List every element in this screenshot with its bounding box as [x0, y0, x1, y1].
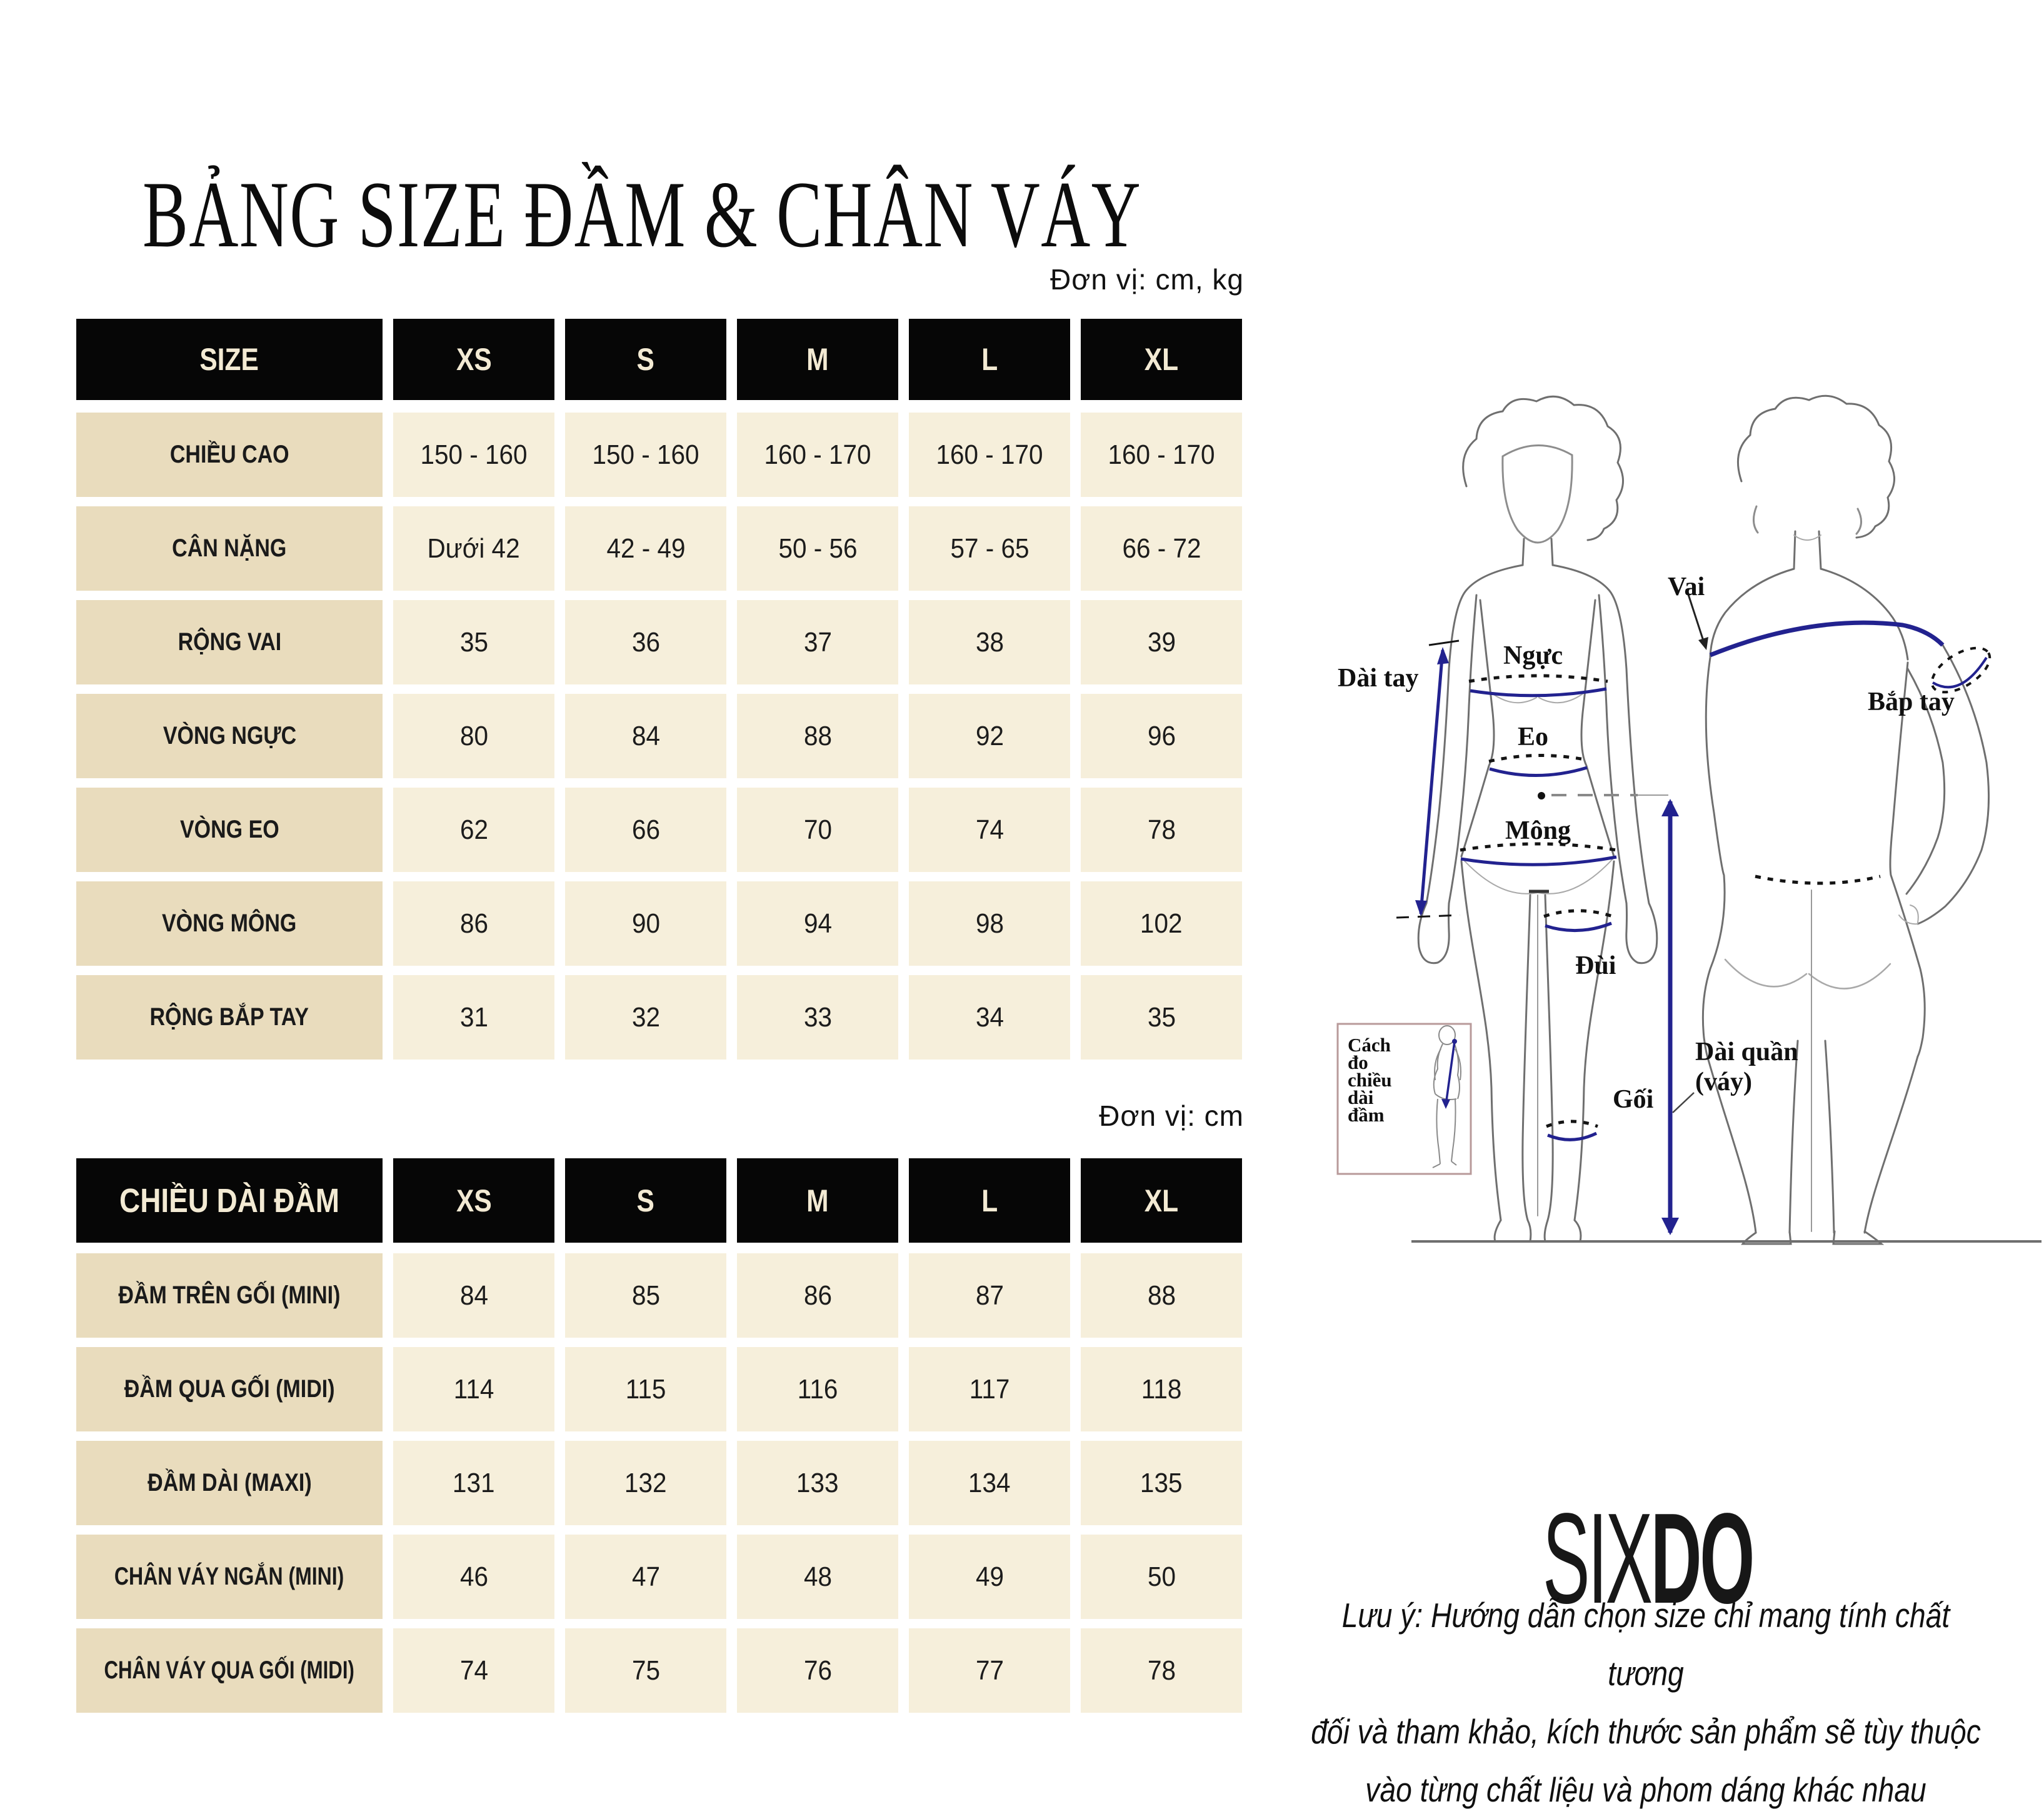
t2-header-l: L	[909, 1158, 1070, 1243]
t1-row-label: VÒNG EO	[76, 788, 383, 872]
box-line: Cách	[1348, 1034, 1391, 1056]
t2-row-label: ĐẦM TRÊN GỐI (MINI)	[76, 1253, 383, 1338]
t1-cell: 66 - 72	[1081, 506, 1242, 591]
t1-cell: 62	[393, 788, 554, 872]
t1-cell: 160 - 170	[1081, 413, 1242, 497]
t2-cell: 74	[393, 1628, 554, 1713]
t2-cell: 49	[909, 1535, 1070, 1619]
size-table-header	[76, 319, 1245, 400]
t2-cell: 116	[737, 1347, 898, 1431]
t2-cell: 88	[1081, 1253, 1242, 1338]
t1-cell: 35	[393, 600, 554, 684]
t2-cell: 78	[1081, 1628, 1242, 1713]
t1-cell: 42 - 49	[565, 506, 726, 591]
t2-cell: 87	[909, 1253, 1070, 1338]
t2-cell: 48	[737, 1535, 898, 1619]
label-dui: Đùi	[1575, 951, 1616, 980]
size-note	[1307, 1586, 1985, 1819]
t1-cell: 50 - 56	[737, 506, 898, 591]
label-dai-quan-1: Dài quần	[1695, 1038, 1798, 1066]
t1-cell: 78	[1081, 788, 1242, 872]
t2-cell: 46	[393, 1535, 554, 1619]
t2-cell: 50	[1081, 1535, 1242, 1619]
t1-header-l: L	[909, 319, 1070, 400]
box-line: dài	[1348, 1086, 1374, 1108]
t2-header-xs: XS	[393, 1158, 554, 1243]
t2-cell: 85	[565, 1253, 726, 1338]
t2-header-xl: XL	[1081, 1158, 1242, 1243]
t2-row-label: ĐẦM DÀI (MAXI)	[76, 1441, 383, 1525]
t1-cell: 70	[737, 788, 898, 872]
t2-cell: 77	[909, 1628, 1070, 1713]
body-measurement-diagram	[1263, 375, 2044, 1506]
t1-row-label: RỘNG BẮP TAY	[76, 975, 383, 1060]
t2-header-s: S	[565, 1158, 726, 1243]
label-nguc: Ngực	[1503, 641, 1563, 670]
note-line: đối và tham khảo, kích thước sản phẩm sẽ tùy thuộc	[1311, 1712, 1981, 1751]
t1-row-label: VÒNG MÔNG	[76, 881, 383, 966]
t1-cell: 150 - 160	[565, 413, 726, 497]
t1-row-label: RỘNG VAI	[76, 600, 383, 684]
label-bap-tay: Bắp tay	[1868, 688, 1955, 716]
t1-header-xl: XL	[1081, 319, 1242, 400]
t1-cell: 94	[737, 881, 898, 966]
t1-cell: 39	[1081, 600, 1242, 684]
t1-cell: 57 - 65	[909, 506, 1070, 591]
label-dai-tay: Dài tay	[1338, 664, 1419, 693]
t2-cell: 114	[393, 1347, 554, 1431]
size-table-body	[76, 413, 1245, 1060]
t1-cell: 96	[1081, 694, 1242, 778]
t2-header-m: M	[737, 1158, 898, 1243]
label-dai-quan-2: (váy)	[1695, 1068, 1752, 1096]
t1-header-s: S	[565, 319, 726, 400]
t1-cell: 160 - 170	[737, 413, 898, 497]
t2-cell: 131	[393, 1441, 554, 1525]
t2-cell: 84	[393, 1253, 554, 1338]
t2-row-label: ĐẦM QUA GỐI (MIDI)	[76, 1347, 383, 1431]
t2-cell: 133	[737, 1441, 898, 1525]
t1-cell: 90	[565, 881, 726, 966]
measure-length-line	[1446, 1041, 1455, 1105]
box-line: chiều	[1348, 1069, 1392, 1091]
label-goi: Gối	[1613, 1085, 1654, 1114]
t1-row-label: VÒNG NGỰC	[76, 694, 383, 778]
box-line: đo	[1348, 1051, 1368, 1073]
t2-row-label: CHÂN VÁY NGẮN (MINI)	[76, 1535, 383, 1619]
t2-row-label: CHÂN VÁY QUA GỐI (MIDI)	[76, 1628, 383, 1713]
t1-cell: 86	[393, 881, 554, 966]
page-title: BẢNG SIZE ĐẦM & CHÂN VÁY	[143, 161, 1142, 267]
t1-cell: 38	[909, 600, 1070, 684]
t2-cell: 47	[565, 1535, 726, 1619]
t2-header-label: CHIỀU DÀI ĐẦM	[76, 1158, 383, 1243]
t1-cell: 36	[565, 600, 726, 684]
t1-cell: 33	[737, 975, 898, 1060]
t1-cell: 35	[1081, 975, 1242, 1060]
t1-cell: 31	[393, 975, 554, 1060]
t1-row-label: CÂN NẶNG	[76, 506, 383, 591]
note-line: Lưu ý: Hướng dẫn chọn size chỉ mang tính chất tương	[1341, 1596, 1950, 1693]
table1-unit-label: Đơn vị: cm, kg	[1050, 263, 1244, 296]
t1-cell: 80	[393, 694, 554, 778]
box-line: đầm	[1348, 1104, 1385, 1126]
t1-cell: 150 - 160	[393, 413, 554, 497]
t1-header-m: M	[737, 319, 898, 400]
label-eo: Eo	[1518, 723, 1549, 751]
t2-cell: 132	[565, 1441, 726, 1525]
t1-cell: 37	[737, 600, 898, 684]
logo-do: DO	[1650, 1486, 1753, 1630]
t1-cell: 160 - 170	[909, 413, 1070, 497]
label-mong: Mông	[1505, 816, 1571, 845]
dress-length-table-header	[76, 1158, 1245, 1243]
t1-cell: 98	[909, 881, 1070, 966]
t1-cell: 34	[909, 975, 1070, 1060]
label-vai: Vai	[1668, 573, 1705, 601]
t1-cell: 88	[737, 694, 898, 778]
t2-cell: 115	[565, 1347, 726, 1431]
t2-cell: 135	[1081, 1441, 1242, 1525]
t1-cell: 32	[565, 975, 726, 1060]
t1-cell: 92	[909, 694, 1070, 778]
dress-length-table-body	[76, 1253, 1245, 1713]
back-figure	[1703, 396, 1988, 1244]
note-line: vào từng chất liệu và phom dáng khác nhau	[1365, 1770, 1926, 1809]
t1-row-label: CHIỀU CAO	[76, 413, 383, 497]
t2-cell: 86	[737, 1253, 898, 1338]
t2-cell: 117	[909, 1347, 1070, 1431]
t1-header-xs: XS	[393, 319, 554, 400]
t2-cell: 134	[909, 1441, 1070, 1525]
t1-cell: 66	[565, 788, 726, 872]
t1-header-size: SIZE	[76, 319, 383, 400]
table2-unit-label: Đơn vị: cm	[1099, 1100, 1244, 1132]
measurement-marks	[1396, 589, 1997, 1235]
t1-cell: Dưới 42	[393, 506, 554, 591]
t2-cell: 75	[565, 1628, 726, 1713]
logo-six: SIX	[1543, 1486, 1651, 1630]
t2-cell: 118	[1081, 1347, 1242, 1431]
t2-cell: 76	[737, 1628, 898, 1713]
t1-cell: 74	[909, 788, 1070, 872]
t1-cell: 102	[1081, 881, 1242, 966]
t1-cell: 84	[565, 694, 726, 778]
